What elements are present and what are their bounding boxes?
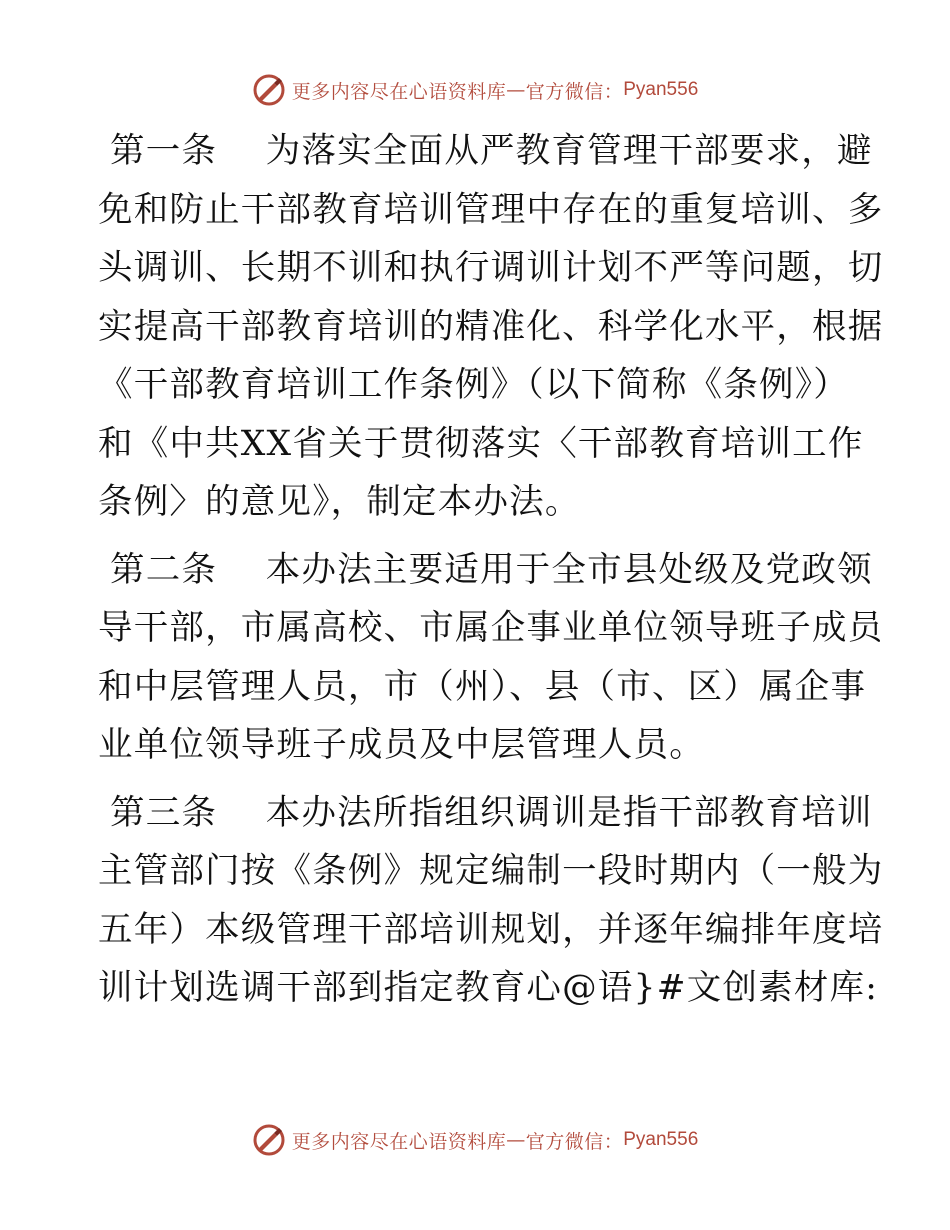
header-watermark	[0, 70, 950, 110]
article-2	[98, 541, 884, 775]
article-3-line-2: 主管部门按《条例》规定编制一段时期内（一般为	[98, 851, 884, 891]
watermark-site: 更多内容尽在心语资料库	[291, 1130, 507, 1153]
article-2-line-1: 第二条 本办法主要适用于全市县处级及党政领	[98, 541, 858, 600]
watermark-label: 官方微信：	[525, 80, 624, 103]
article-1	[98, 122, 884, 532]
article-2-line-3: 和中层管理人员，市（州）、县（市、区）属企事	[98, 666, 867, 707]
article-3-line-1: 第三条 本办法所指组织调训是指干部教育培训	[98, 784, 858, 843]
footer-watermark	[0, 1120, 950, 1160]
article-1-line-1: 第一条 为落实全面从严教育管理干部要求，避	[98, 122, 858, 181]
article-3-line-4: 训计划选调干部到指定教育心@语}#文创素材库:	[98, 968, 879, 1008]
pen-logo-icon	[252, 73, 286, 107]
watermark-label: 官方微信：	[525, 1130, 624, 1153]
watermark-site: 更多内容尽在心语资料库	[291, 80, 507, 103]
article-1-number: 第一条	[110, 131, 218, 171]
document-body	[98, 122, 884, 1018]
article-1-line-6: 和《中共XX省关于贯彻落实〈干部教育培训工作	[98, 423, 864, 464]
watermark-account: Pyan556	[623, 1129, 699, 1150]
article-1-line-3: 头调训、长期不训和执行调训计划不严等问题，切	[98, 248, 884, 288]
article-3-line-3: 五年）本级管理干部培训规划，并逐年编排年度培	[98, 909, 884, 950]
watermark-dash: —	[506, 79, 526, 101]
watermark-account: Pyan556	[623, 79, 699, 100]
article-2-line-4: 业单位领导班子成员及中层管理人员。	[98, 725, 705, 765]
article-1-line-4: 实提高干部教育培训的精准化、科学化水平，根据	[98, 306, 884, 347]
article-1-line-2: 免和防止干部教育培训管理中存在的重复培训、多	[98, 189, 884, 230]
article-1-line-5: 《干部教育培训工作条例》（以下简称《条例》）	[98, 365, 849, 405]
article-3-number: 第三条	[110, 792, 218, 833]
pen-logo-icon	[252, 1123, 286, 1157]
article-1-line-7: 条例〉的意见》，制定本办法。	[98, 482, 581, 522]
article-3	[98, 784, 884, 1018]
article-2-number: 第二条	[110, 549, 218, 590]
article-2-line-2: 导干部，市属高校、市属企事业单位领导班子成员	[98, 608, 884, 648]
watermark-dash: —	[506, 1129, 526, 1151]
